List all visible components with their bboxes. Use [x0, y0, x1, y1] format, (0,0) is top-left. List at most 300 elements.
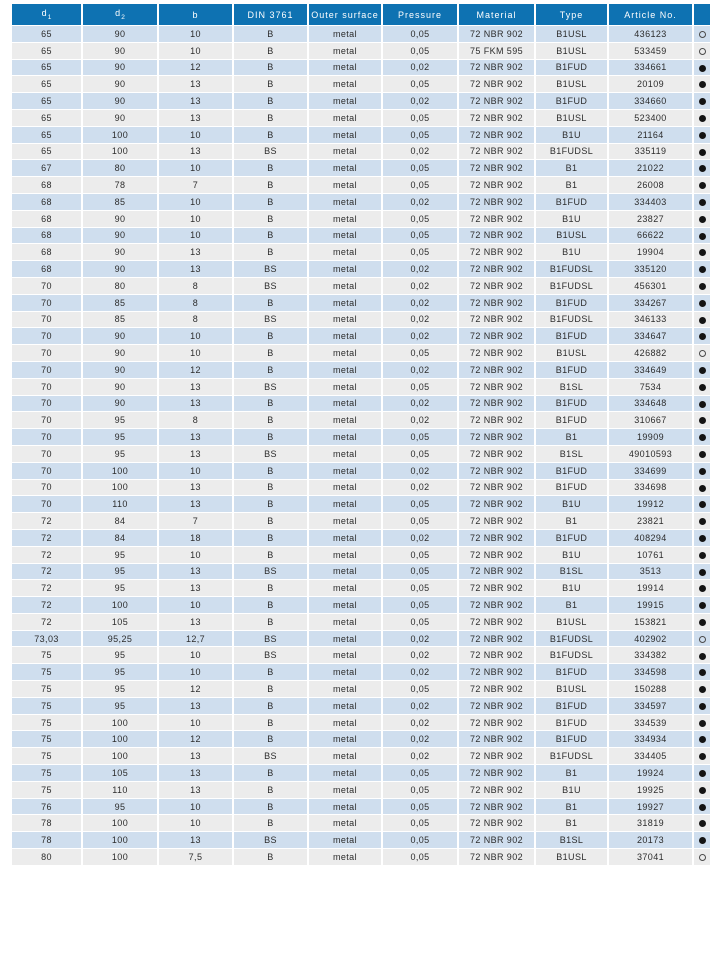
cell-b: 13: [159, 261, 232, 277]
cell-d1: 70: [12, 345, 81, 361]
cell-din-3761: B: [234, 463, 307, 479]
cell-pressure: 0,02: [383, 312, 457, 328]
cell-material: 72 NBR 902: [459, 446, 534, 462]
availability-dot-icon: [699, 31, 706, 38]
availability-dot-icon: [699, 686, 706, 693]
cell-d1: 67: [12, 160, 81, 176]
cell-type: B1U: [536, 782, 607, 798]
cell-d2: 84: [83, 530, 157, 546]
cell-din-3761: B: [234, 160, 307, 176]
cell-din-3761: B: [234, 244, 307, 260]
cell-d2: 95: [83, 664, 157, 680]
cell-availability: [694, 647, 710, 663]
cell-d2: 95: [83, 580, 157, 596]
cell-din-3761: B: [234, 715, 307, 731]
cell-material: 72 NBR 902: [459, 295, 534, 311]
cell-availability: [694, 496, 710, 512]
cell-pressure: 0,05: [383, 815, 457, 831]
cell-din-3761: B: [234, 60, 307, 76]
cell-din-3761: B: [234, 799, 307, 815]
cell-type: B1U: [536, 127, 607, 143]
cell-material: 72 NBR 902: [459, 379, 534, 395]
cell-outer-surface: metal: [309, 93, 381, 109]
cell-pressure: 0,02: [383, 328, 457, 344]
cell-b: 10: [159, 194, 232, 210]
cell-d1: 68: [12, 177, 81, 193]
cell-pressure: 0,02: [383, 295, 457, 311]
cell-b: 10: [159, 664, 232, 680]
cell-material: 72 NBR 902: [459, 530, 534, 546]
cell-material: 72 NBR 902: [459, 631, 534, 647]
availability-dot-icon: [699, 333, 706, 340]
table-row: [12, 580, 710, 596]
cell-din-3761: B: [234, 681, 307, 697]
cell-availability: [694, 362, 710, 378]
cell-availability: [694, 228, 710, 244]
cell-d1: 73,03: [12, 631, 81, 647]
cell-d2: 90: [83, 362, 157, 378]
cell-availability: [694, 261, 710, 277]
cell-outer-surface: metal: [309, 295, 381, 311]
cell-article-no: 334699: [609, 463, 692, 479]
cell-material: 72 NBR 902: [459, 748, 534, 764]
cell-type: B1FUDSL: [536, 631, 607, 647]
cell-d1: 70: [12, 463, 81, 479]
cell-b: 10: [159, 463, 232, 479]
cell-din-3761: B: [234, 513, 307, 529]
table-row: [12, 731, 710, 747]
availability-dot-icon: [699, 703, 706, 710]
cell-pressure: 0,05: [383, 429, 457, 445]
cell-type: B1USL: [536, 76, 607, 92]
cell-d1: 75: [12, 765, 81, 781]
cell-b: 10: [159, 26, 232, 42]
cell-d2: 105: [83, 614, 157, 630]
cell-type: B1SL: [536, 446, 607, 462]
cell-d1: 68: [12, 244, 81, 260]
table-row: [12, 43, 710, 59]
cell-d2: 100: [83, 832, 157, 848]
cell-d2: 90: [83, 244, 157, 260]
table-row: [12, 446, 710, 462]
cell-material: 72 NBR 902: [459, 597, 534, 613]
cell-din-3761: B: [234, 496, 307, 512]
cell-outer-surface: metal: [309, 312, 381, 328]
table-row: [12, 228, 710, 244]
availability-dot-icon: [699, 552, 706, 559]
table-row: [12, 328, 710, 344]
cell-material: 72 NBR 902: [459, 127, 534, 143]
availability-dot-icon: [699, 350, 706, 357]
cell-din-3761: BS: [234, 312, 307, 328]
cell-article-no: 533459: [609, 43, 692, 59]
cell-type: B1U: [536, 211, 607, 227]
cell-outer-surface: metal: [309, 76, 381, 92]
cell-article-no: 19904: [609, 244, 692, 260]
cell-availability: [694, 278, 710, 294]
availability-dot-icon: [699, 585, 706, 592]
cell-article-no: 334539: [609, 715, 692, 731]
cell-pressure: 0,02: [383, 278, 457, 294]
cell-d2: 78: [83, 177, 157, 193]
table-row: [12, 765, 710, 781]
table-row: [12, 530, 710, 546]
cell-din-3761: B: [234, 345, 307, 361]
cell-article-no: 21164: [609, 127, 692, 143]
cell-article-no: 334382: [609, 647, 692, 663]
cell-material: 72 NBR 902: [459, 513, 534, 529]
cell-d2: 95: [83, 647, 157, 663]
cell-pressure: 0,05: [383, 379, 457, 395]
cell-pressure: 0,02: [383, 731, 457, 747]
availability-dot-icon: [699, 669, 706, 676]
availability-dot-icon: [699, 165, 706, 172]
cell-d1: 75: [12, 748, 81, 764]
cell-b: 8: [159, 312, 232, 328]
cell-d1: 80: [12, 849, 81, 865]
cell-availability: [694, 513, 710, 529]
cell-outer-surface: metal: [309, 412, 381, 428]
cell-d1: 70: [12, 278, 81, 294]
availability-dot-icon: [699, 602, 706, 609]
cell-material: 72 NBR 902: [459, 396, 534, 412]
cell-availability: [694, 580, 710, 596]
cell-d2: 90: [83, 26, 157, 42]
cell-article-no: 10761: [609, 547, 692, 563]
cell-outer-surface: metal: [309, 664, 381, 680]
cell-availability: [694, 379, 710, 395]
table-row: [12, 748, 710, 764]
cell-availability: [694, 715, 710, 731]
cell-b: 18: [159, 530, 232, 546]
availability-dot-icon: [699, 535, 706, 542]
cell-material: 72 NBR 902: [459, 815, 534, 831]
cell-b: 13: [159, 379, 232, 395]
cell-pressure: 0,02: [383, 60, 457, 76]
table-row: [12, 396, 710, 412]
cell-din-3761: BS: [234, 564, 307, 580]
cell-pressure: 0,02: [383, 396, 457, 412]
cell-type: B1FUD: [536, 463, 607, 479]
cell-outer-surface: metal: [309, 194, 381, 210]
cell-availability: [694, 731, 710, 747]
availability-dot-icon: [699, 787, 706, 794]
cell-availability: [694, 76, 710, 92]
cell-din-3761: BS: [234, 832, 307, 848]
cell-material: 72 NBR 902: [459, 463, 534, 479]
cell-material: 72 NBR 902: [459, 698, 534, 714]
cell-d1: 68: [12, 211, 81, 227]
cell-din-3761: B: [234, 731, 307, 747]
cell-material: 72 NBR 902: [459, 547, 534, 563]
table-row: [12, 832, 710, 848]
cell-material: 72 NBR 902: [459, 93, 534, 109]
cell-outer-surface: metal: [309, 228, 381, 244]
cell-outer-surface: metal: [309, 177, 381, 193]
cell-b: 13: [159, 480, 232, 496]
cell-availability: [694, 480, 710, 496]
cell-material: 72 NBR 902: [459, 580, 534, 596]
cell-pressure: 0,02: [383, 647, 457, 663]
cell-b: 10: [159, 815, 232, 831]
availability-dot-icon: [699, 300, 706, 307]
cell-availability: [694, 664, 710, 680]
availability-dot-icon: [699, 317, 706, 324]
availability-dot-icon: [699, 653, 706, 660]
availability-dot-icon: [699, 115, 706, 122]
cell-din-3761: B: [234, 211, 307, 227]
cell-outer-surface: metal: [309, 480, 381, 496]
cell-b: 10: [159, 345, 232, 361]
cell-b: 13: [159, 580, 232, 596]
cell-type: B1FUD: [536, 731, 607, 747]
cell-b: 13: [159, 832, 232, 848]
table-row: [12, 60, 710, 76]
cell-d2: 90: [83, 43, 157, 59]
cell-d1: 65: [12, 144, 81, 160]
cell-article-no: 334660: [609, 93, 692, 109]
table-row: [12, 177, 710, 193]
cell-b: 10: [159, 597, 232, 613]
cell-outer-surface: metal: [309, 530, 381, 546]
table-row: [12, 211, 710, 227]
cell-type: B1: [536, 513, 607, 529]
availability-dot-icon: [699, 182, 706, 189]
cell-material: 72 NBR 902: [459, 278, 534, 294]
cell-article-no: 426882: [609, 345, 692, 361]
table-row: [12, 93, 710, 109]
availability-dot-icon: [699, 65, 706, 72]
cell-d1: 75: [12, 647, 81, 663]
table-row: [12, 614, 710, 630]
cell-availability: [694, 160, 710, 176]
cell-b: 13: [159, 782, 232, 798]
cell-d1: 70: [12, 295, 81, 311]
cell-d1: 65: [12, 76, 81, 92]
cell-article-no: 310667: [609, 412, 692, 428]
availability-dot-icon: [699, 636, 706, 643]
availability-dot-icon: [699, 451, 706, 458]
cell-article-no: 66622: [609, 228, 692, 244]
table-row: [12, 295, 710, 311]
table-row: [12, 681, 710, 697]
cell-d2: 100: [83, 463, 157, 479]
cell-b: 10: [159, 799, 232, 815]
cell-d1: 70: [12, 312, 81, 328]
cell-outer-surface: metal: [309, 328, 381, 344]
cell-b: 7,5: [159, 849, 232, 865]
cell-outer-surface: metal: [309, 144, 381, 160]
cell-material: 72 NBR 902: [459, 26, 534, 42]
cell-outer-surface: metal: [309, 446, 381, 462]
cell-b: 8: [159, 295, 232, 311]
cell-b: 10: [159, 228, 232, 244]
cell-outer-surface: metal: [309, 513, 381, 529]
cell-availability: [694, 463, 710, 479]
cell-pressure: 0,02: [383, 698, 457, 714]
cell-material: 72 NBR 902: [459, 715, 534, 731]
cell-d2: 80: [83, 160, 157, 176]
cell-b: 13: [159, 429, 232, 445]
table-row: [12, 698, 710, 714]
cell-pressure: 0,02: [383, 362, 457, 378]
cell-material: 72 NBR 902: [459, 614, 534, 630]
table-row: [12, 127, 710, 143]
cell-din-3761: B: [234, 664, 307, 680]
cell-outer-surface: metal: [309, 110, 381, 126]
cell-d2: 100: [83, 815, 157, 831]
cell-type: B1FUD: [536, 412, 607, 428]
cell-din-3761: BS: [234, 446, 307, 462]
col-header-outer-surface: Outer surface: [309, 4, 381, 25]
cell-material: 72 NBR 902: [459, 480, 534, 496]
cell-din-3761: B: [234, 429, 307, 445]
cell-d2: 100: [83, 849, 157, 865]
cell-pressure: 0,02: [383, 748, 457, 764]
cell-b: 13: [159, 93, 232, 109]
cell-material: 72 NBR 902: [459, 76, 534, 92]
availability-dot-icon: [699, 569, 706, 576]
cell-material: 72 NBR 902: [459, 496, 534, 512]
cell-outer-surface: metal: [309, 244, 381, 260]
cell-article-no: 49010593: [609, 446, 692, 462]
cell-d2: 95: [83, 547, 157, 563]
availability-dot-icon: [699, 132, 706, 139]
cell-din-3761: B: [234, 194, 307, 210]
availability-dot-icon: [699, 199, 706, 206]
availability-dot-icon: [699, 485, 706, 492]
cell-b: 13: [159, 110, 232, 126]
cell-outer-surface: metal: [309, 782, 381, 798]
cell-pressure: 0,02: [383, 463, 457, 479]
table-row: [12, 362, 710, 378]
cell-article-no: 26008: [609, 177, 692, 193]
cell-article-no: 3513: [609, 564, 692, 580]
availability-dot-icon: [699, 384, 706, 391]
cell-pressure: 0,05: [383, 849, 457, 865]
cell-d2: 90: [83, 93, 157, 109]
cell-d1: 70: [12, 412, 81, 428]
cell-d1: 70: [12, 328, 81, 344]
cell-din-3761: B: [234, 782, 307, 798]
availability-dot-icon: [699, 753, 706, 760]
cell-d2: 95: [83, 698, 157, 714]
cell-outer-surface: metal: [309, 396, 381, 412]
cell-type: B1USL: [536, 43, 607, 59]
cell-din-3761: B: [234, 849, 307, 865]
col-header-d2: $d_2$: [83, 4, 157, 25]
cell-pressure: 0,02: [383, 480, 457, 496]
cell-article-no: 334934: [609, 731, 692, 747]
cell-type: B1U: [536, 547, 607, 563]
table-row: [12, 379, 710, 395]
cell-availability: [694, 345, 710, 361]
cell-d1: 65: [12, 127, 81, 143]
cell-article-no: 7534: [609, 379, 692, 395]
cell-type: B1USL: [536, 614, 607, 630]
cell-d2: 80: [83, 278, 157, 294]
cell-d1: 72: [12, 580, 81, 596]
cell-d2: 100: [83, 715, 157, 731]
table-row: [12, 412, 710, 428]
cell-pressure: 0,05: [383, 244, 457, 260]
table-row: [12, 631, 710, 647]
cell-type: B1USL: [536, 849, 607, 865]
cell-din-3761: B: [234, 110, 307, 126]
cell-availability: [694, 815, 710, 831]
cell-availability: [694, 446, 710, 462]
cell-article-no: 334598: [609, 664, 692, 680]
cell-din-3761: B: [234, 765, 307, 781]
cell-material: 72 NBR 902: [459, 362, 534, 378]
cell-outer-surface: metal: [309, 849, 381, 865]
cell-article-no: 334597: [609, 698, 692, 714]
cell-b: 13: [159, 144, 232, 160]
cell-d1: 75: [12, 681, 81, 697]
header-row: [12, 4, 710, 25]
cell-din-3761: B: [234, 228, 307, 244]
cell-material: 72 NBR 902: [459, 328, 534, 344]
cell-d2: 95: [83, 446, 157, 462]
cell-pressure: 0,02: [383, 93, 457, 109]
cell-type: B1FUDSL: [536, 312, 607, 328]
cell-pressure: 0,02: [383, 261, 457, 277]
cell-pressure: 0,05: [383, 799, 457, 815]
cell-article-no: 335120: [609, 261, 692, 277]
availability-dot-icon: [699, 266, 706, 273]
cell-pressure: 0,05: [383, 345, 457, 361]
cell-outer-surface: metal: [309, 43, 381, 59]
availability-dot-icon: [699, 417, 706, 424]
cell-pressure: 0,05: [383, 580, 457, 596]
cell-material: 72 NBR 902: [459, 110, 534, 126]
cell-article-no: 334648: [609, 396, 692, 412]
cell-pressure: 0,05: [383, 160, 457, 176]
cell-b: 10: [159, 160, 232, 176]
cell-d2: 84: [83, 513, 157, 529]
cell-availability: [694, 631, 710, 647]
cell-outer-surface: metal: [309, 631, 381, 647]
cell-d1: 70: [12, 362, 81, 378]
cell-article-no: 523400: [609, 110, 692, 126]
cell-b: 13: [159, 564, 232, 580]
availability-dot-icon: [699, 283, 706, 290]
cell-d1: 75: [12, 715, 81, 731]
cell-outer-surface: metal: [309, 647, 381, 663]
cell-b: 13: [159, 614, 232, 630]
cell-pressure: 0,05: [383, 765, 457, 781]
table-row: [12, 597, 710, 613]
cell-din-3761: B: [234, 698, 307, 714]
availability-dot-icon: [699, 501, 706, 508]
availability-dot-icon: [699, 149, 706, 156]
cell-type: B1FUD: [536, 698, 607, 714]
cell-availability: [694, 194, 710, 210]
cell-type: B1FUD: [536, 715, 607, 731]
cell-pressure: 0,05: [383, 597, 457, 613]
cell-availability: [694, 396, 710, 412]
cell-article-no: 335119: [609, 144, 692, 160]
cell-type: B1U: [536, 580, 607, 596]
cell-material: 72 NBR 902: [459, 228, 534, 244]
cell-d1: 78: [12, 815, 81, 831]
cell-outer-surface: metal: [309, 496, 381, 512]
cell-availability: [694, 614, 710, 630]
cell-d2: 90: [83, 379, 157, 395]
cell-outer-surface: metal: [309, 832, 381, 848]
cell-material: 72 NBR 902: [459, 194, 534, 210]
cell-d2: 90: [83, 328, 157, 344]
